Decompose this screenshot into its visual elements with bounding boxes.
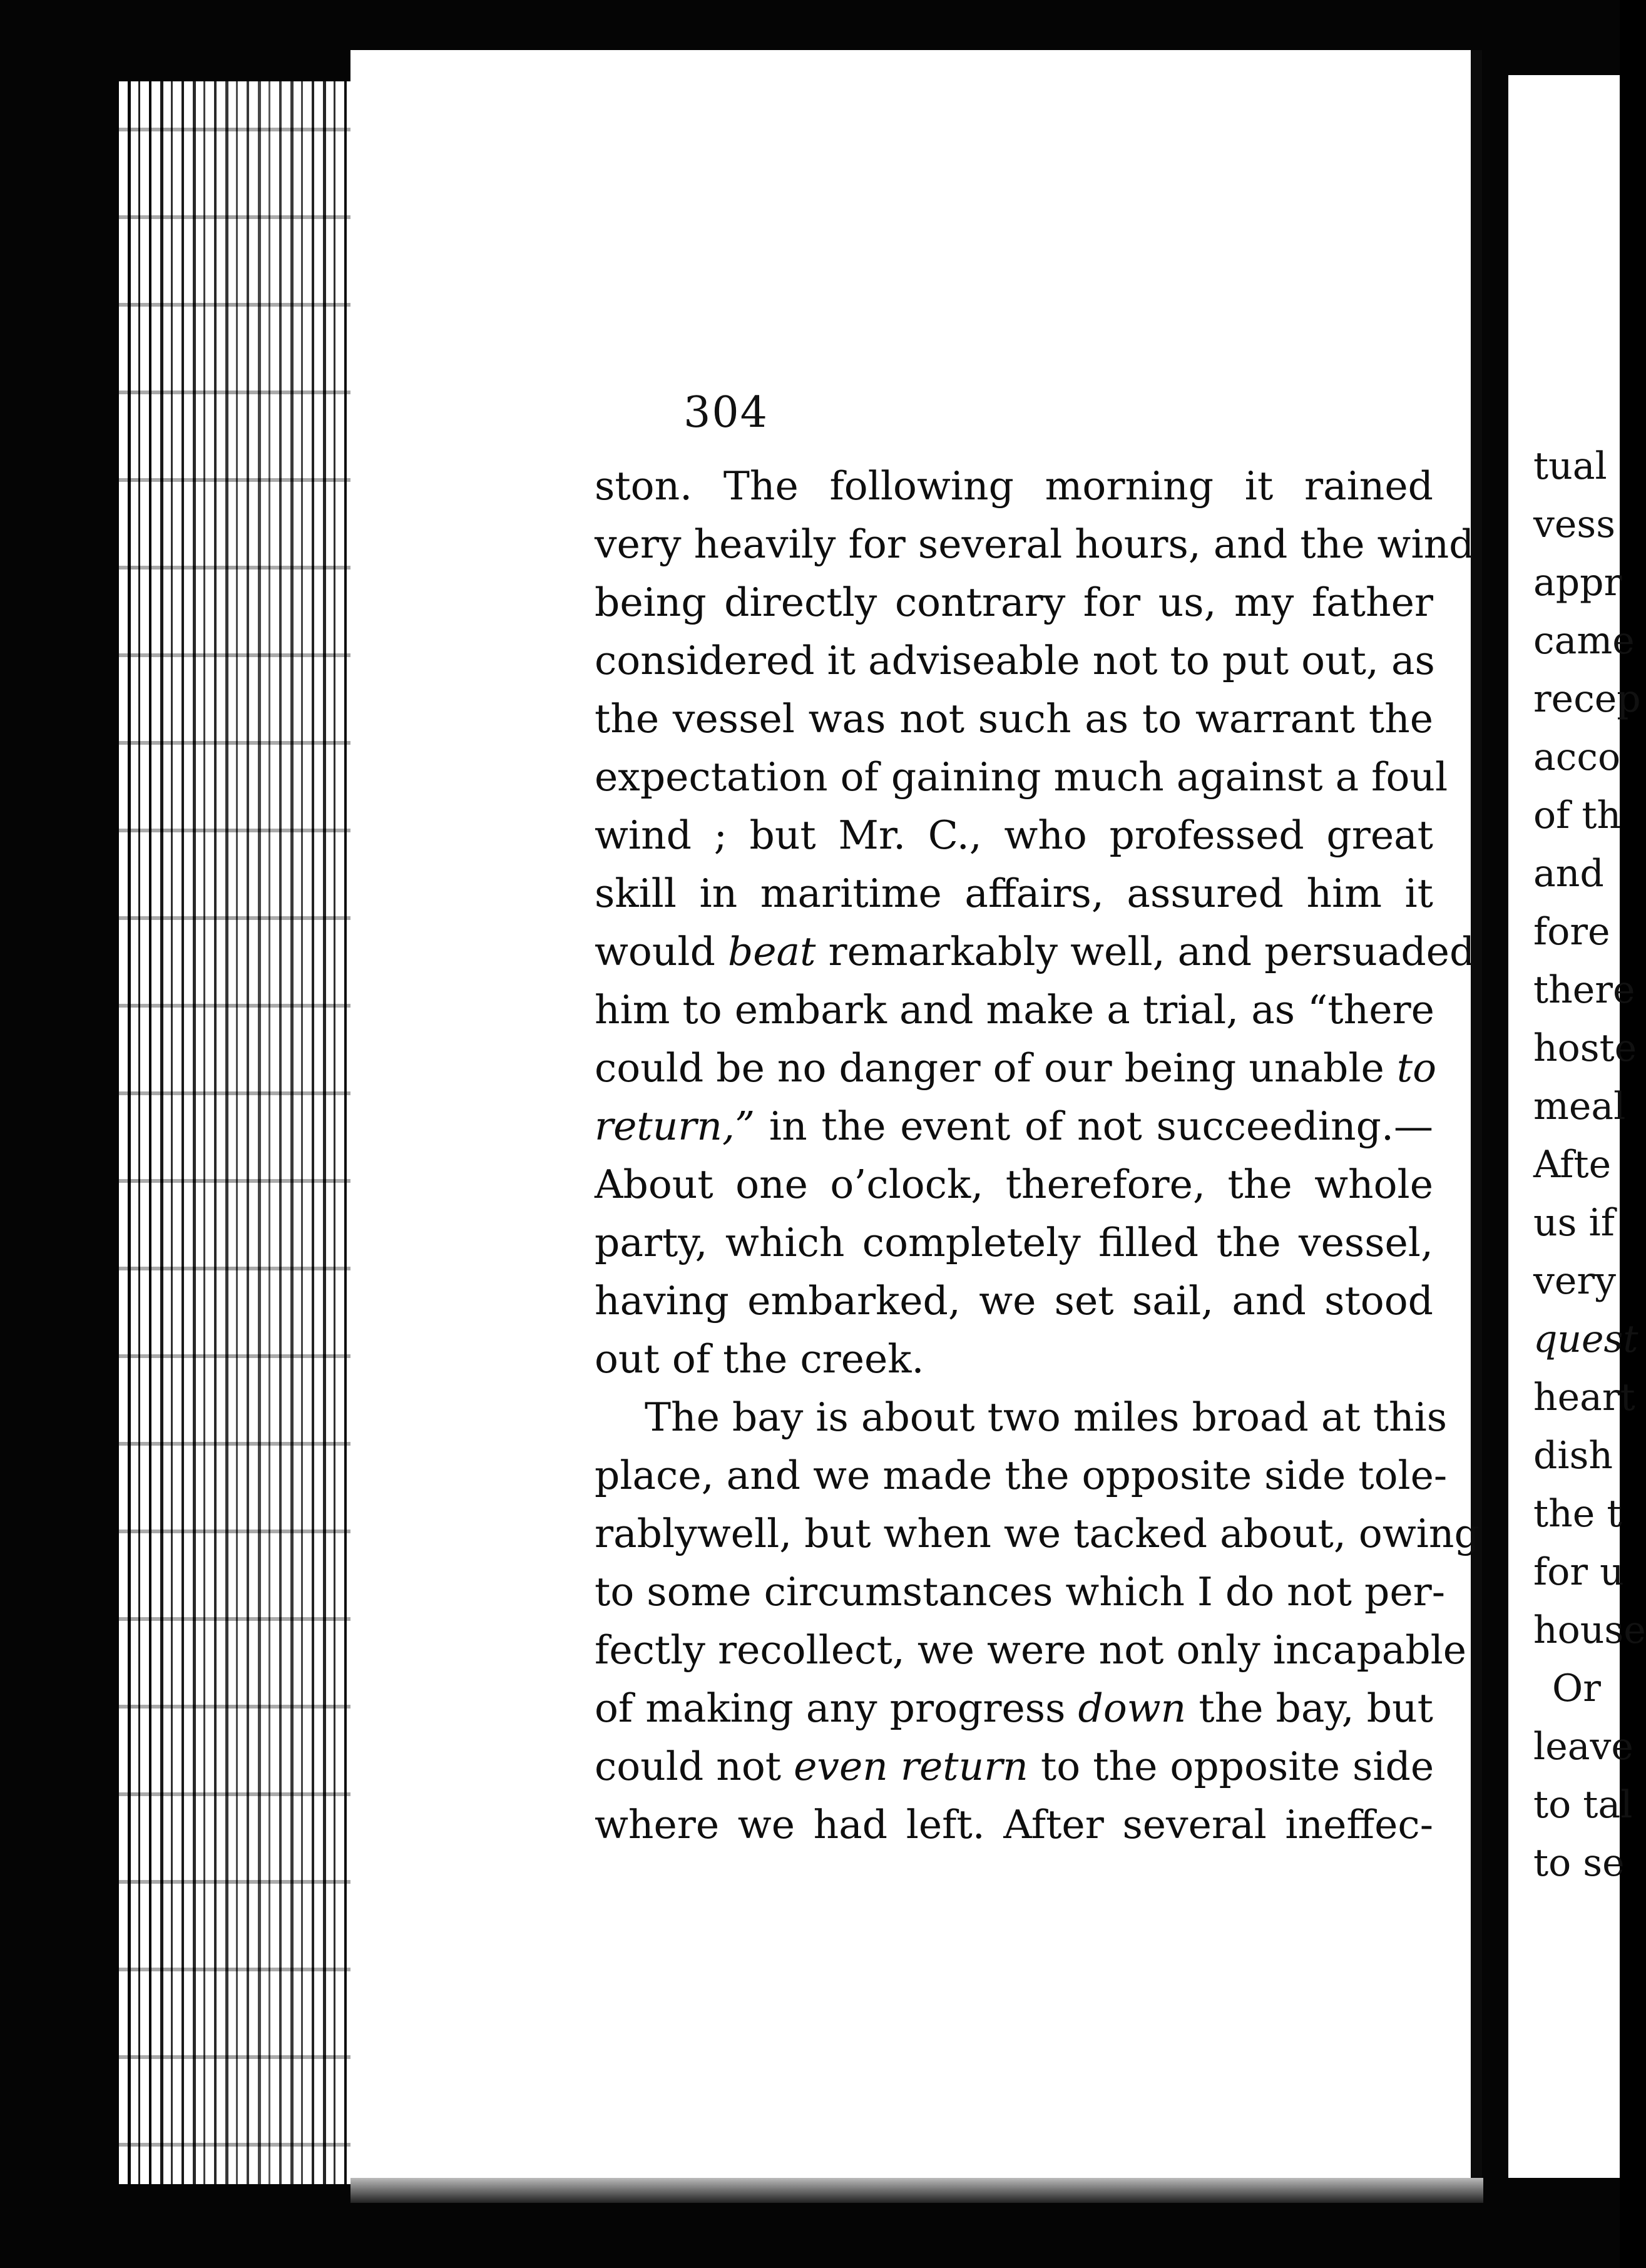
- text-line: rablywell, but when we tacked about, owing: [595, 1511, 1480, 1556]
- text-line: him to embark and make a trial, as “there: [595, 987, 1434, 1033]
- facing-line: to se: [1533, 1841, 1625, 1885]
- text-line: out of the creek.: [595, 1336, 924, 1382]
- text-line: of making any progress down the bay, but: [595, 1685, 1433, 1731]
- page-number: 304: [683, 388, 769, 437]
- text-line: party, which completely filled the vessel,: [595, 1220, 1433, 1265]
- text-line: place, and we made the opposite side tole-: [595, 1453, 1448, 1498]
- text-line: the vessel was not such as to warrant the: [595, 696, 1433, 742]
- text-line: considered it adviseable not to put out, as: [595, 638, 1435, 683]
- facing-line: dish: [1533, 1434, 1613, 1478]
- text-line: wind ; but Mr. C., who professed great: [595, 812, 1433, 858]
- facing-line: hoste: [1533, 1026, 1637, 1070]
- text-line: could not even return to the opposite side: [595, 1744, 1434, 1789]
- text-line: About one o’clock, therefore, the whole: [595, 1162, 1433, 1207]
- text-line: fectly recollect, we were not only incapable: [595, 1627, 1467, 1673]
- facing-page: [1508, 75, 1646, 2178]
- text-line: being directly contrary for us, my father: [595, 580, 1433, 625]
- facing-line: and: [1533, 852, 1604, 896]
- facing-line: acco: [1533, 735, 1621, 779]
- facing-line: fore: [1533, 910, 1610, 954]
- text-line: to some circumstances which I do not per-: [595, 1569, 1446, 1615]
- text-line: skill in maritime affairs, assured him it: [595, 871, 1433, 916]
- facing-line: tual: [1533, 444, 1607, 488]
- facing-line: meal: [1533, 1085, 1626, 1128]
- text-line: could be no danger of our being unable to: [595, 1045, 1437, 1091]
- facing-line: us if: [1533, 1201, 1615, 1245]
- text-line: ston. The following morning it rained: [595, 463, 1433, 509]
- facing-line: there: [1533, 968, 1635, 1012]
- facing-line: heart: [1533, 1376, 1635, 1419]
- text-line: having embarked, we set sail, and stood: [595, 1278, 1433, 1324]
- facing-line: came: [1533, 619, 1635, 663]
- facing-line: vess: [1533, 503, 1615, 546]
- facing-line: Afte: [1533, 1143, 1612, 1187]
- facing-line: for u: [1533, 1550, 1624, 1594]
- facing-line: of th: [1533, 794, 1622, 837]
- text-line: where we had left. After several ineffec-: [595, 1802, 1433, 1847]
- facing-line: appr: [1533, 561, 1622, 605]
- facing-line: very: [1533, 1259, 1616, 1303]
- facing-line: leave: [1533, 1725, 1633, 1769]
- text-line: very heavily for several hours, and the wind: [595, 521, 1475, 567]
- page-bottom-edge: [350, 2178, 1483, 2203]
- text-line: would beat remarkably well, and persuaded: [595, 929, 1475, 974]
- book-fore-edge: [119, 81, 369, 2184]
- text-line: The bay is about two miles broad at this: [645, 1394, 1448, 1440]
- page-text: [595, 457, 1480, 1854]
- facing-line: house: [1533, 1608, 1646, 1652]
- facing-line: recep: [1533, 677, 1641, 721]
- facing-line: Or: [1552, 1667, 1601, 1710]
- text-line: expectation of gaining much against a foul: [595, 754, 1448, 800]
- facing-line: quest: [1533, 1317, 1638, 1361]
- facing-line: to tal: [1533, 1783, 1633, 1827]
- facing-line: the t: [1533, 1492, 1622, 1536]
- text-line: return,” in the event of not succeeding.—: [595, 1103, 1433, 1149]
